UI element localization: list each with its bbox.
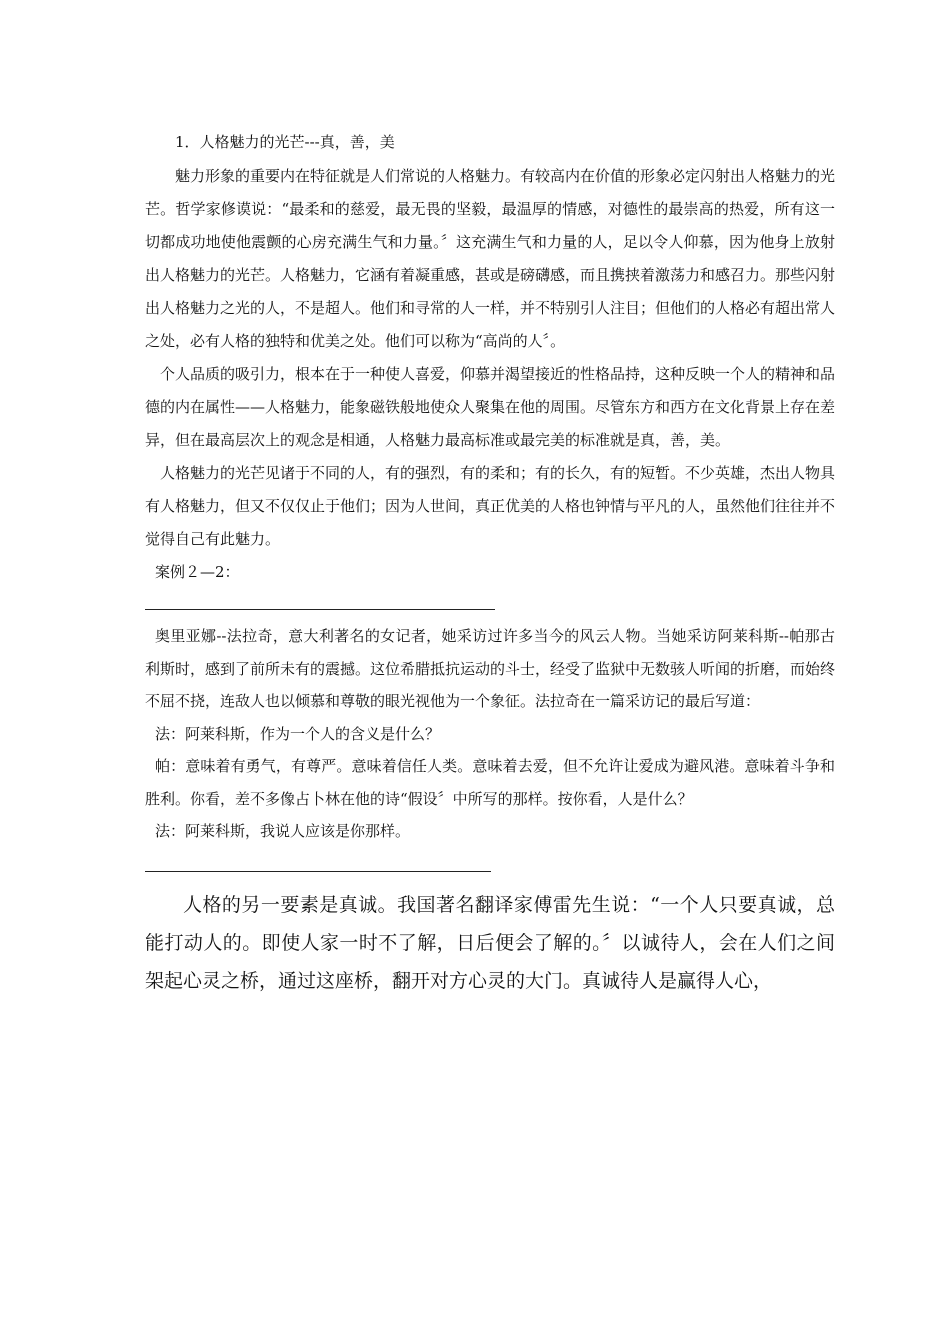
case-intro: 奥里亚娜--法拉奇，意大利著名的女记者，她采访过许多当今的风云人物。当她采访阿莱科斯--帕那古利斯时，感到了前所未有的震撼。这位希腊抵抗运动的斗士，经受了监狱中无数骇人听闻的折磨，而始终不屈不挠，连敌人也以倾慕和尊敬的眼光视他为一个象征。法拉奇在一篇采访记的最后写道： [145, 627, 836, 710]
case-box [145, 620, 835, 848]
paragraph-charm-image: 魅力形象的重要内在特征就是人们常说的人格魅力。有较高内在价值的形象必定闪射出人格魅力的光芒。哲学家修谟说：“最柔和的慈爱，最无畏的坚毅，最温厚的情感，对德性的最崇高的热爱，所有这一切都成功地使他震颤的心房充满生气和力量。〞这充满生气和力量的人，足以令人仰慕，因为他身上放射出人格魅力的光芒。人格魅力，它涵有着凝重感，甚或是磅礴感，而且携挟着激荡力和感召力。那些闪射出人格魅力之光的人，不是超人。他们和寻常的人一样，并不特别引人注目；但他们的人格必有超出常人之处，必有人格的独特和优美之处。他们可以称为“高尚的人〞。 [145, 167, 836, 350]
paragraph-personal-quality: 个人品质的吸引力，根本在于一种使人喜爱，仰慕并渴望接近的性格品持，这种反映一个人的精神和品德的内在属性——人格魅力，能象磁铁般地使众人聚集在他的周围。尽管东方和西方在文化背景上存在差异，但在最高层次上的观念是相通，人格魅力最高标准或最完美的标准就是真，善，美。 [145, 365, 836, 449]
document-body [145, 124, 835, 1000]
paragraph-charm-light: 人格魅力的光芒见诸于不同的人，有的强烈，有的柔和；有的长久，有的短暂。不少英雄，杰出人物具有人格魅力，但又不仅仅止于他们；因为人世间，真正优美的人格也钟情与平凡的人，虽然他们往往并不觉得自己有此魅力。 [145, 464, 836, 548]
case-label: 案例２—2： [155, 563, 240, 581]
paragraph-sincerity: 人格的另一要素是真诚。我国著名翻译家傅雷先生说：“一个人只要真诚，总能打动人的。即使人家一时不了解，日后便会了解的。〞以诚待人，会在人们之间架起心灵之桥，通过这座桥，翻开对方心灵的大门。真诚待人是赢得人心， [145, 893, 835, 992]
case-top-rule [145, 609, 495, 610]
dialogue-line: 法：阿莱科斯，我说人应该是你那样。 [155, 822, 411, 840]
section-heading: 1．人格魅力的光芒---真，善，美 [175, 133, 395, 151]
case-bottom-rule [145, 871, 491, 872]
dialogue-line: 帕：意味着有勇气，有尊严。意味着信任人类。意味着去爱，但不允许让爱成为避风港。意味着斗争和胜利。你看，差不多像占卜林在他的诗“假设〞中所写的那样。按你看，人是什么？ [145, 757, 835, 808]
dialogue-line: 法：阿莱科斯，作为一个人的含义是什么？ [155, 724, 441, 743]
